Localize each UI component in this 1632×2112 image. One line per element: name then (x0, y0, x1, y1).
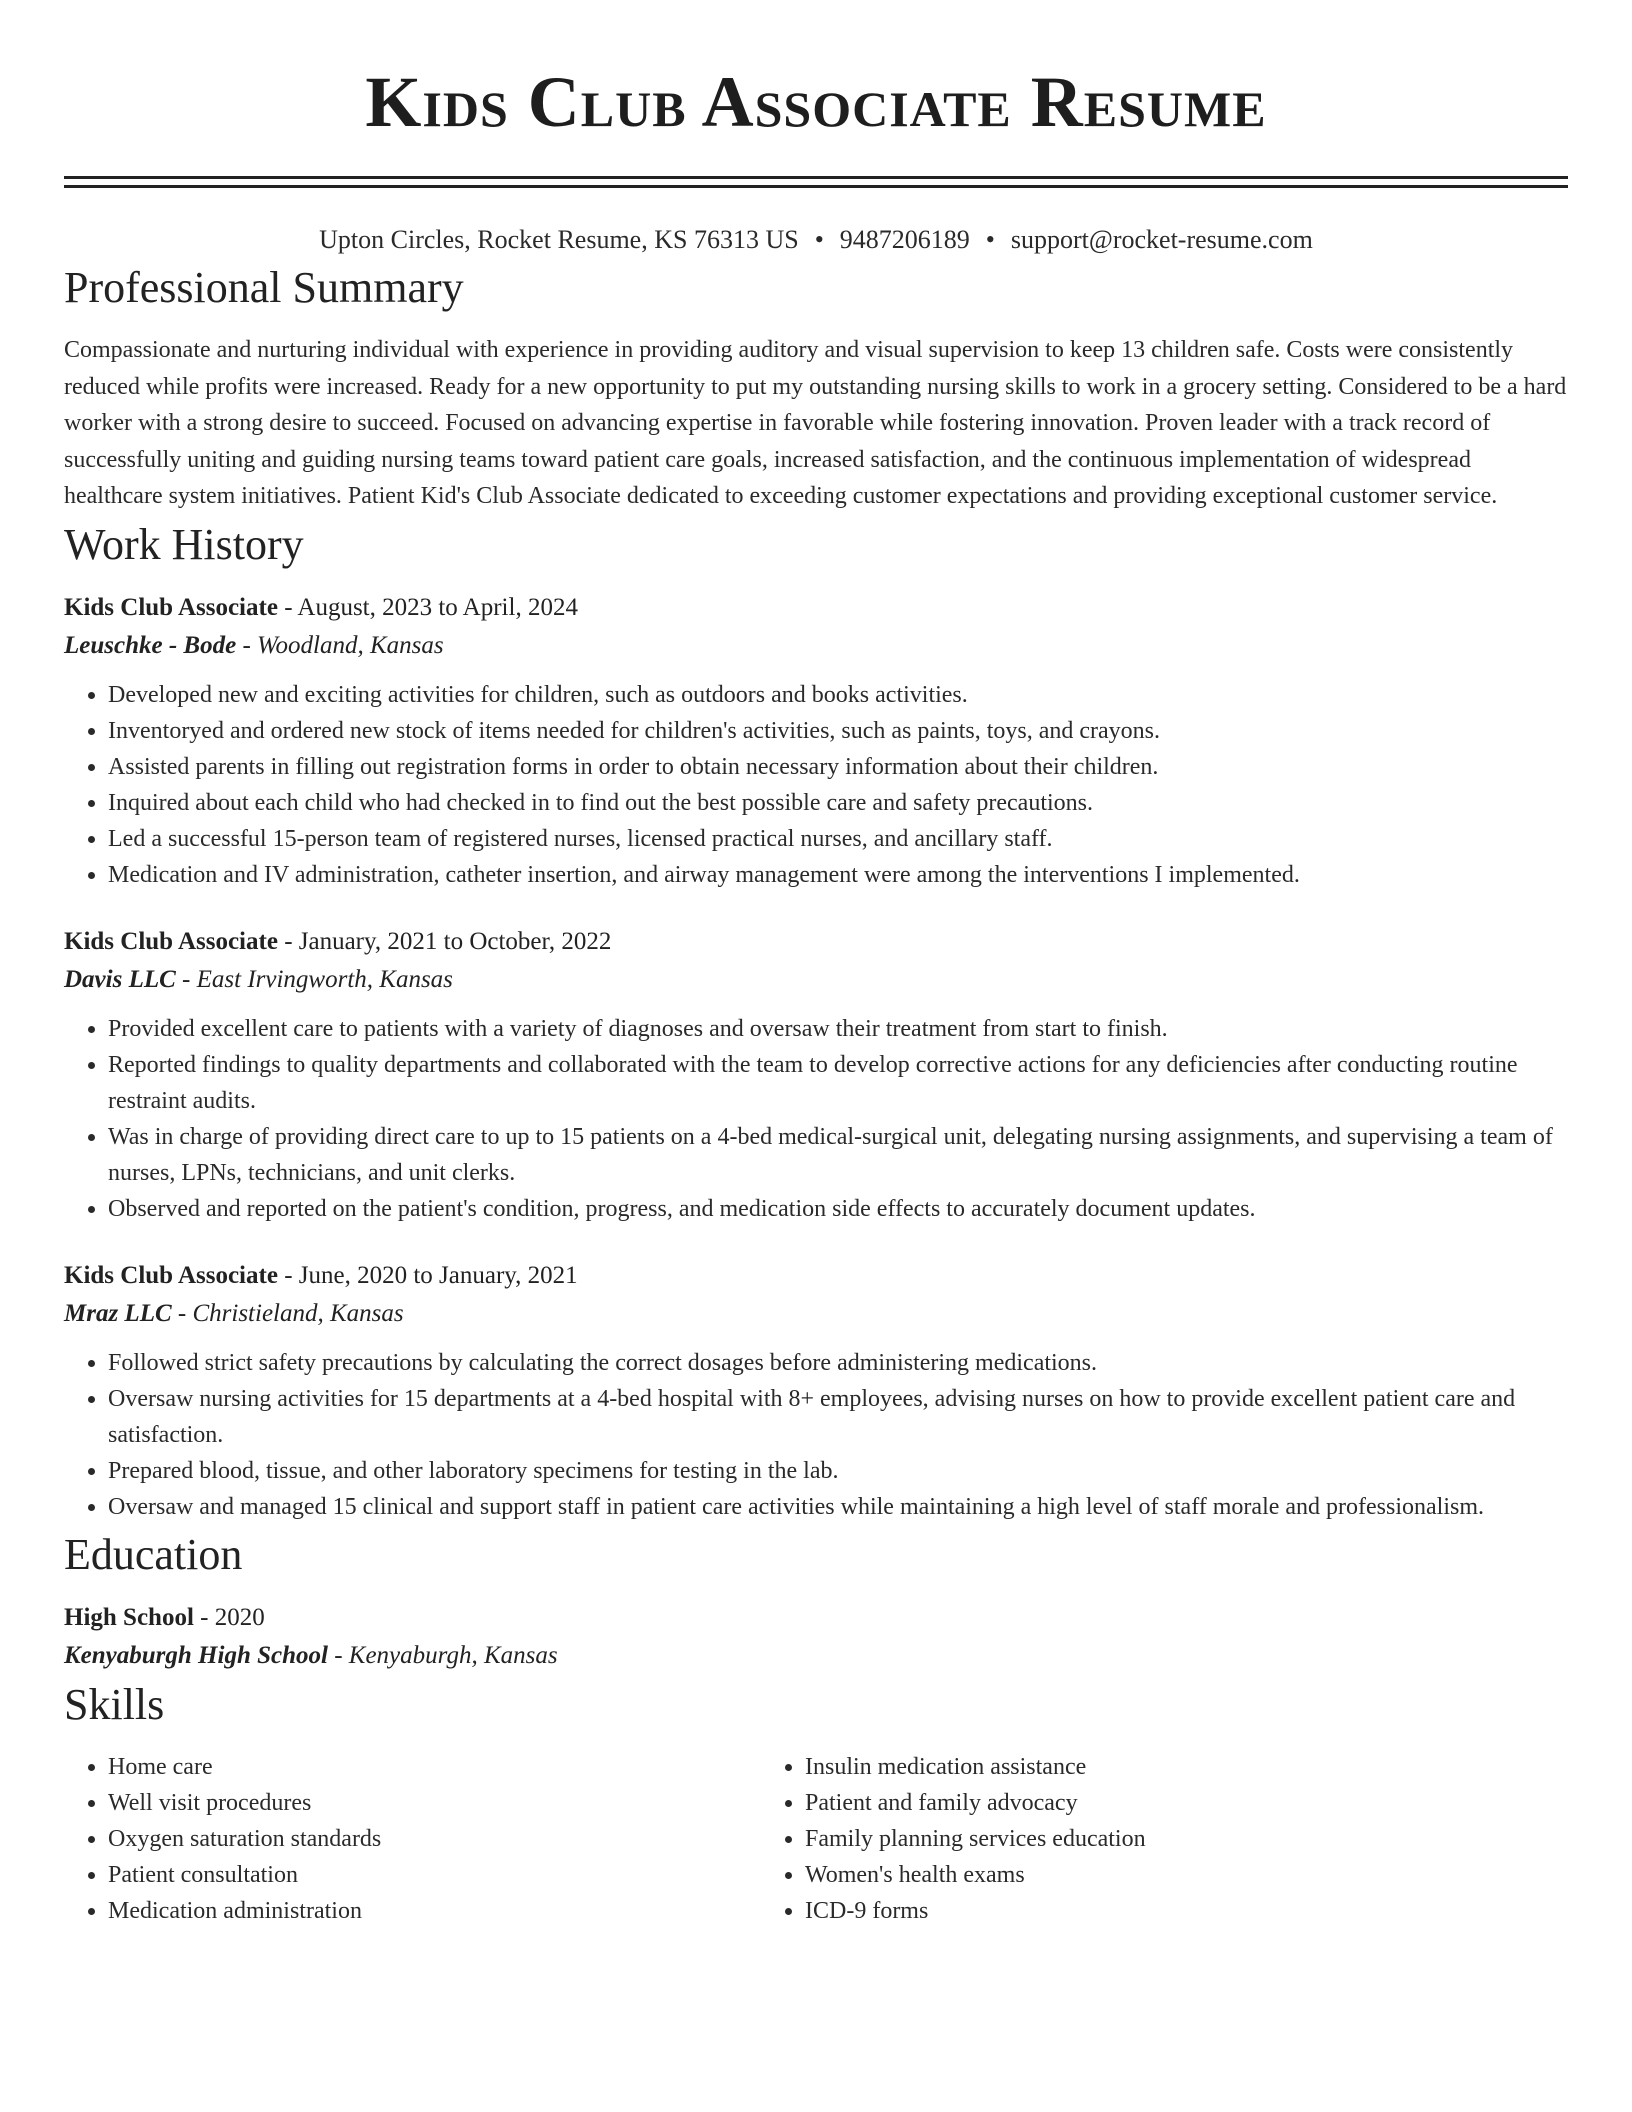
resume-title: Kids Club Associate Resume (365, 62, 1267, 142)
skill-item: • Medication administration (108, 1893, 761, 1929)
contact-separator: • (814, 225, 824, 254)
skill-item: • Oxygen saturation standards (108, 1821, 761, 1857)
job-entry (64, 923, 1568, 1227)
skill-item: • Well visit procedures (108, 1785, 761, 1821)
job-title-line (64, 589, 1568, 627)
job-bullet: • Assisted parents in filling out registration forms in order to obtain necessary information about their children. (108, 749, 1568, 785)
job-company: Davis LLC (64, 965, 176, 993)
skill-item: • Women's health exams (805, 1857, 1458, 1893)
job-bullet: • Prepared blood, tissue, and other laboratory specimens for testing in the lab. (108, 1453, 1568, 1489)
skills-heading: Skills (64, 1679, 165, 1729)
job-bullet: • Observed and reported on the patient's condition, progress, and medication side effects to accurately document updates. (108, 1191, 1568, 1227)
skill-item: • Insulin medication assistance (805, 1749, 1458, 1785)
job-location: - Woodland, Kansas (236, 631, 444, 659)
education-degree: High School (64, 1603, 194, 1631)
job-title-line (64, 1257, 1568, 1295)
contact-address: Upton Circles, Rocket Resume, KS 76313 US (319, 225, 799, 254)
job-company-line (64, 1295, 1568, 1333)
education-school-line (64, 1637, 1568, 1675)
job-bullet: • Oversaw nursing activities for 15 departments at a 4-bed hospital with 8+ employees, advising nurses on how to provide excellent patient care and satisfaction. (108, 1381, 1568, 1453)
education-year: - 2020 (193, 1603, 265, 1631)
job-bullets (64, 1011, 1568, 1227)
education-heading: Education (64, 1529, 243, 1579)
skills-list-right (761, 1749, 1458, 1929)
title-double-rule (64, 176, 1568, 188)
skill-item: • ICD-9 forms (805, 1893, 1458, 1929)
job-company-line (64, 627, 1568, 665)
job-bullet: • Was in charge of providing direct care to up to 15 patients on a 4-bed medical-surgical unit, delegating nursing assignments, and supervising a team of nurses, LPNs, technicians, and unit clerks. (108, 1119, 1568, 1191)
job-location: - Christieland, Kansas (171, 1299, 404, 1327)
job-entry (64, 1257, 1568, 1525)
job-dates: - June, 2020 to January, 2021 (277, 1261, 578, 1289)
job-dates: - January, 2021 to October, 2022 (277, 927, 612, 955)
summary-text: Compassionate and nurturing individual with experience in providing auditory and visual supervision to keep 13 children safe. Costs were consistently reduced while profits were increased. Ready for a new opportunity to put my outstanding nursing skills to work in a grocery setting. Considered to be a hard worker with a strong desire to succeed. Focused on advancing expertise in favorable while fostering innovation. Proven leader with a track record of successfully uniting and guiding nursing teams toward patient care goals, increased satisfaction, and the continuous implementation of widespread healthcare system initiatives. Patient Kid's Club Associate dedicated to exceeding customer expectations and providing exceptional customer service. (64, 337, 1567, 509)
job-bullet: • Followed strict safety precautions by calculating the correct dosages before administering medications. (108, 1345, 1568, 1381)
job-bullet: • Inventoryed and ordered new stock of items needed for children's activities, such as paints, toys, and crayons. (108, 713, 1568, 749)
job-bullet: • Provided excellent care to patients with a variety of diagnoses and oversaw their treatment from start to finish. (108, 1011, 1568, 1047)
job-title-line (64, 923, 1568, 961)
contact-email: support@rocket-resume.com (1010, 225, 1313, 254)
work-history-heading: Work History (64, 519, 304, 569)
skill-item: • Family planning services education (805, 1821, 1458, 1857)
job-company-line (64, 961, 1568, 999)
summary-heading: Professional Summary (64, 263, 464, 312)
skill-item: • Patient consultation (108, 1857, 761, 1893)
job-role: Kids Club Associate (64, 593, 278, 621)
contact-phone: 9487206189 (839, 225, 970, 254)
job-bullet: • Developed new and exciting activities for children, such as outdoors and books activities. (108, 677, 1568, 713)
job-bullet: • Led a successful 15-person team of registered nurses, licensed practical nurses, and ancillary staff. (108, 821, 1568, 857)
job-dates: - August, 2023 to April, 2024 (277, 593, 578, 621)
job-location: - East Irvingworth, Kansas (175, 965, 453, 993)
skill-item: • Patient and family advocacy (805, 1785, 1458, 1821)
job-bullets (64, 1345, 1568, 1525)
job-role: Kids Club Associate (64, 1261, 278, 1289)
job-bullet: • Oversaw and managed 15 clinical and support staff in patient care activities while maintaining a high level of staff morale and professionalism. (108, 1489, 1568, 1525)
education-entry (64, 1599, 1568, 1675)
education-location: - Kenyaburgh, Kansas (327, 1641, 558, 1669)
job-bullet: • Reported findings to quality departments and collaborated with the team to develop corrective actions for any deficiencies after conducting routine restraint audits. (108, 1047, 1568, 1119)
contact-separator: • (985, 225, 995, 254)
skills-columns (64, 1749, 1568, 1929)
skill-item: • Home care (108, 1749, 761, 1785)
job-bullet: • Medication and IV administration, catheter insertion, and airway management were among the interventions I implemented. (108, 857, 1568, 893)
job-role: Kids Club Associate (64, 927, 278, 955)
job-bullet: • Inquired about each child who had checked in to find out the best possible care and safety precautions. (108, 785, 1568, 821)
skills-list-left (64, 1749, 761, 1929)
education-school: Kenyaburgh High School (64, 1641, 328, 1669)
education-degree-line (64, 1599, 1568, 1637)
job-company: Leuschke - Bode (64, 631, 237, 659)
job-bullets (64, 677, 1568, 893)
contact-line (64, 222, 1568, 258)
job-company: Mraz LLC (64, 1299, 172, 1327)
job-entry (64, 589, 1568, 893)
